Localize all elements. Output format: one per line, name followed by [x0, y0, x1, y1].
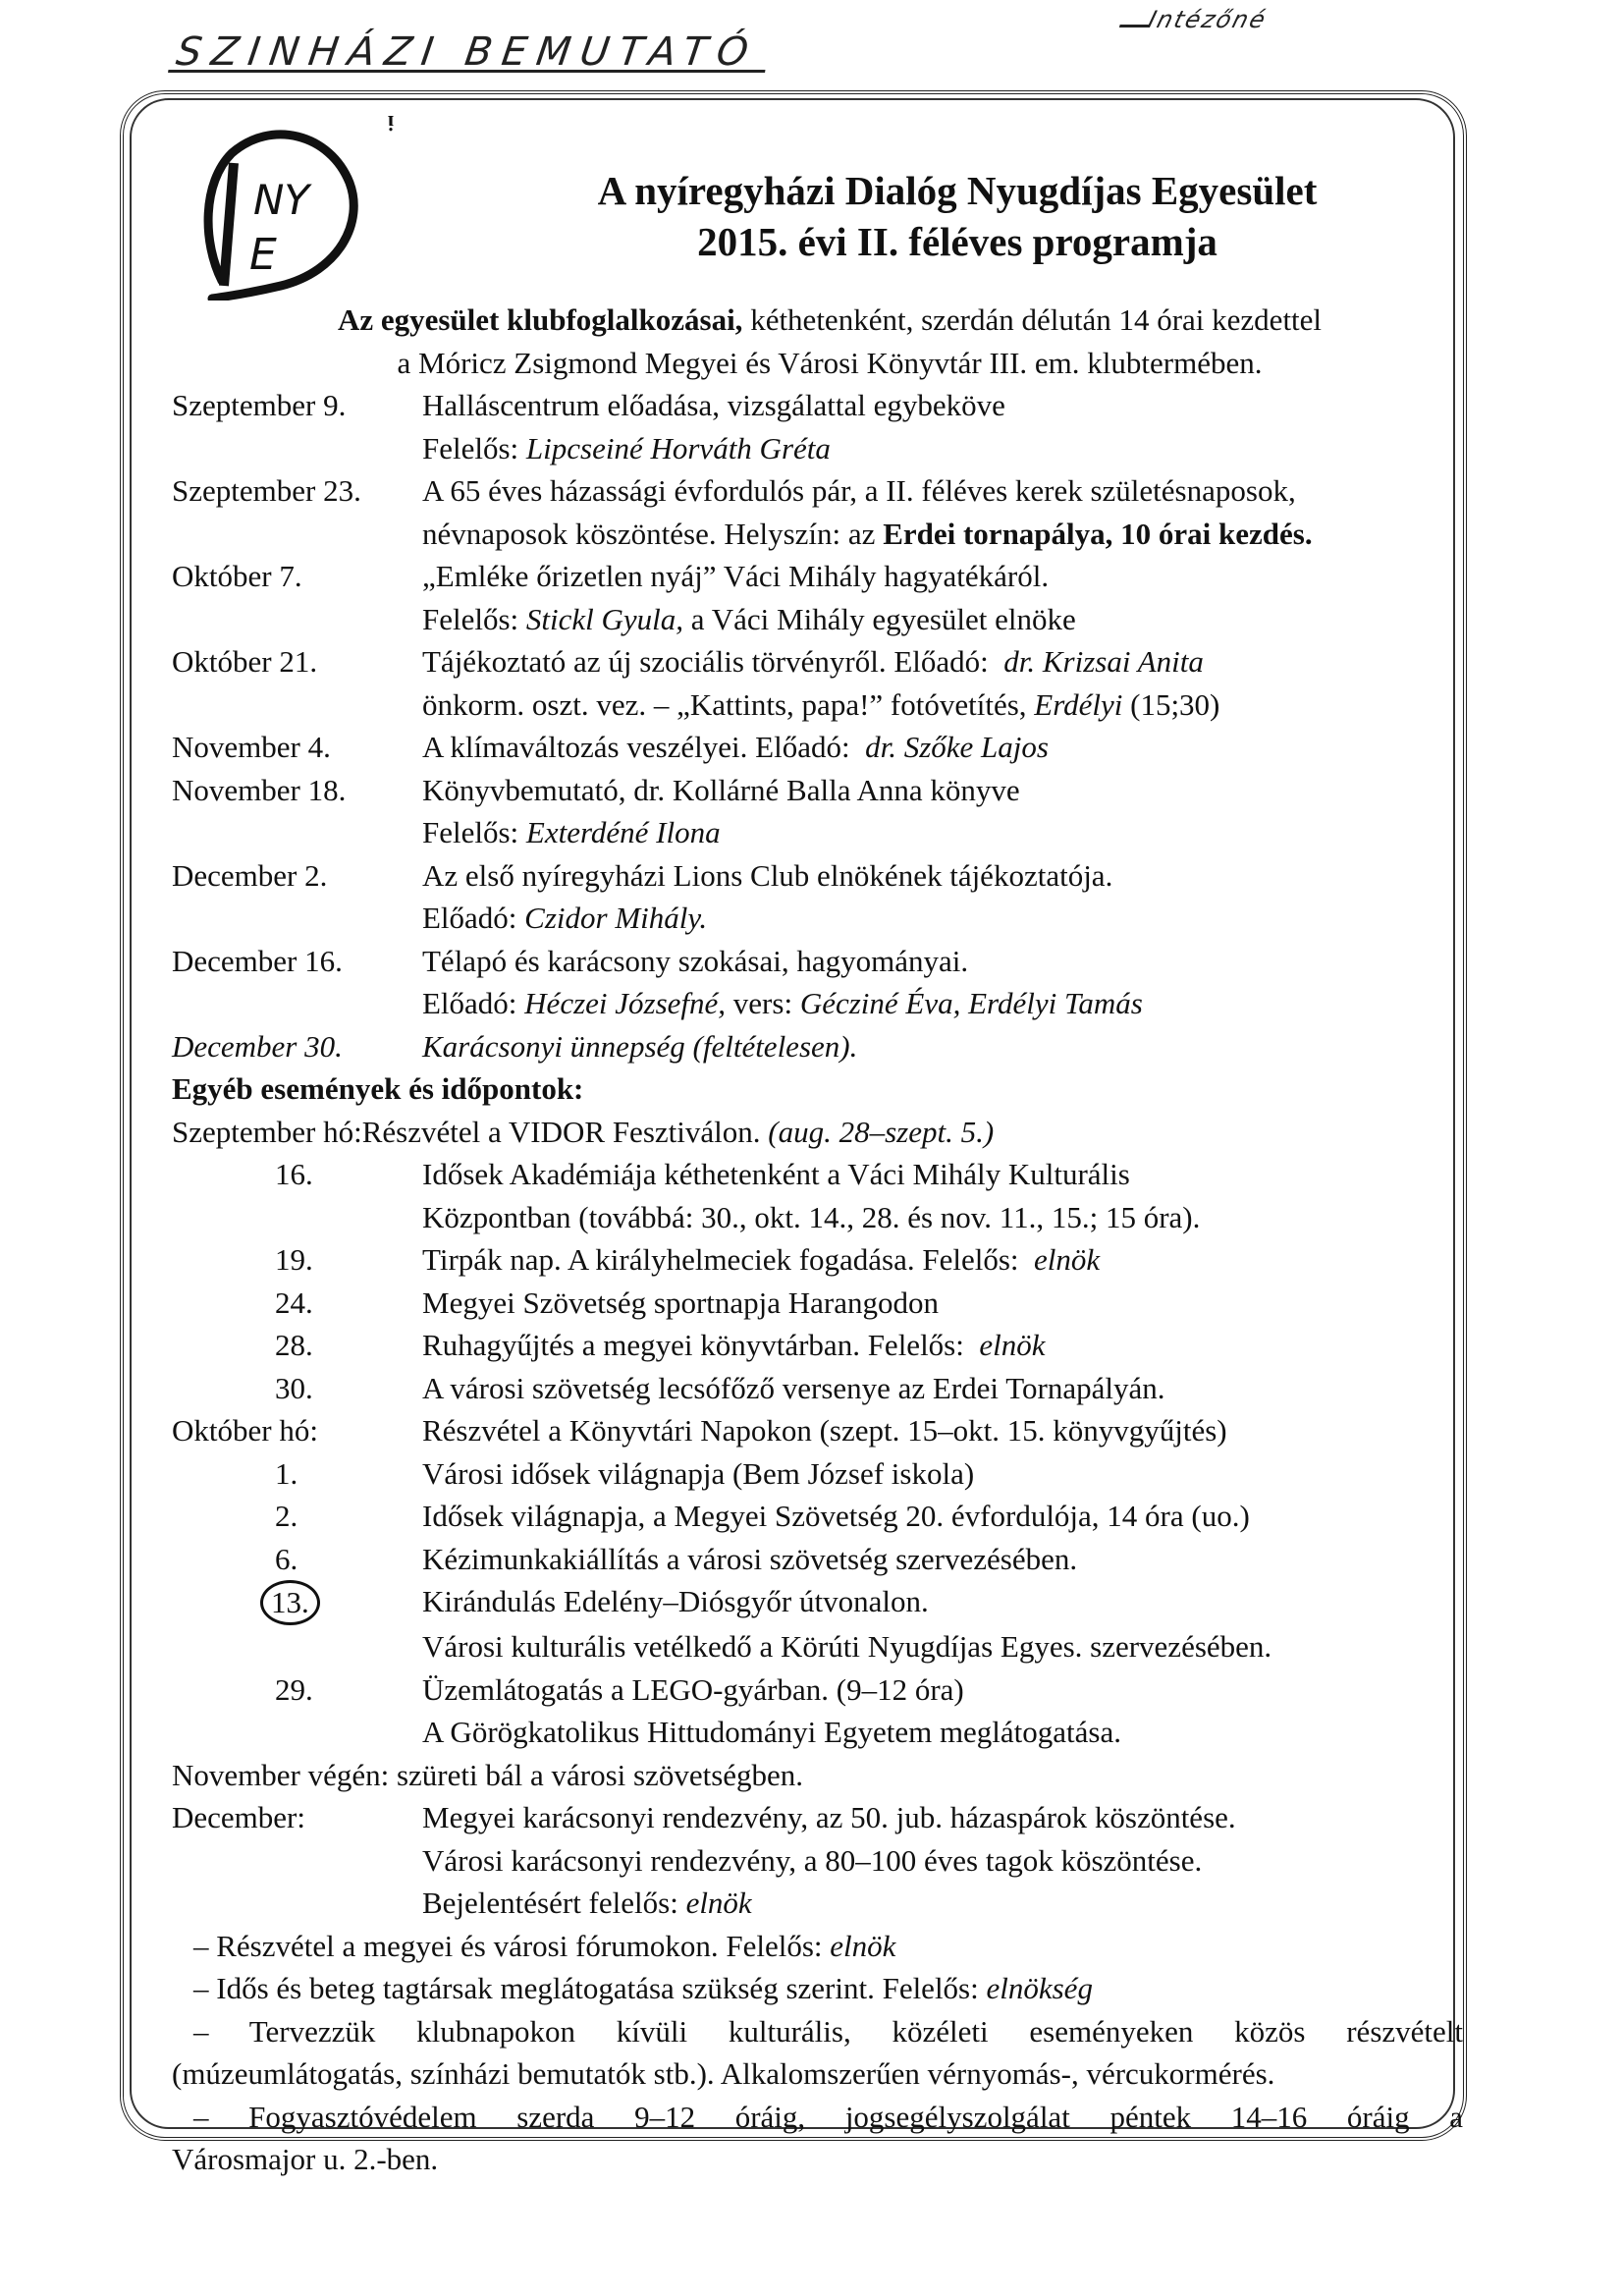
club-event — [172, 640, 1478, 683]
day-text: Kézimunkakiállítás a városi szövetség szervezésében. — [422, 1541, 1078, 1576]
event-responsible-label: Felelős: — [422, 601, 519, 636]
note-text: – Tervezzük klubnapokon kívüli kulturális, közéleti eseményeken közös részvételt — [193, 2013, 1463, 2049]
day-text-cont: A Görögkatolikus Hittudományi Egyetem meglátogatása. — [422, 1715, 1122, 1749]
day-number: 16. — [275, 1157, 313, 1191]
day-number: 30. — [275, 1370, 313, 1405]
day-entry — [172, 1668, 1478, 1712]
event-text-cont: vers: — [732, 986, 793, 1020]
day-text-cont: Központban (továbbá: 30., okt. 14., 28. és nov. 11., 15.; 15 óra). — [422, 1199, 1201, 1234]
day-text: Tirpák nap. A királyhelmeciek fogadása. Felelős: — [422, 1242, 1027, 1277]
event-date: November 18. — [172, 772, 347, 807]
event-text: „Emléke őrizetlen nyáj” Váci Mihály hagyatékáról. — [422, 559, 1050, 593]
day-entry — [172, 1153, 1478, 1196]
event-date: December 30. — [172, 1028, 343, 1064]
responsible: elnök — [685, 1886, 752, 1920]
month-entry-november: November végén: szüreti bál a városi szövetségben. — [172, 1757, 804, 1792]
logo-icon — [192, 124, 359, 301]
day-text: Idősek világnapja, a Megyei Szövetség 20. évfordulója, 14 óra (uo.) — [422, 1499, 1250, 1533]
note-responsible: elnök — [830, 1928, 896, 1963]
day-text: A városi szövetség lecsófőző versenye az Erdei Tornapályán. — [422, 1370, 1165, 1405]
event-date: November 4. — [172, 730, 331, 764]
event-text: Tájékoztató az új szociális törvényről. Előadó: — [422, 644, 997, 679]
intro-bold: Az egyesület klubfoglalkozásai, — [337, 302, 743, 337]
intro-line-2: a Móricz Zsigmond Megyei és Városi Könyvtár III. em. klubtermében. — [397, 345, 1263, 380]
note-item — [172, 2096, 1478, 2181]
day-text: Megyei Szövetség sportnapja Harangodon — [422, 1285, 940, 1320]
note-text: – Fogyasztóvédelem szerda 9–12 óráig, jogsegélyszolgálat péntek 14–16 óráig a — [193, 2099, 1463, 2134]
document-title — [422, 165, 1453, 267]
event-date: December 2. — [172, 857, 328, 893]
month-entry-september — [172, 1111, 1478, 1154]
day-entry — [172, 1538, 1478, 1581]
event-date: Október 7. — [172, 559, 302, 593]
club-event — [172, 769, 1478, 812]
event-responsible-label: Felelős: — [422, 815, 519, 849]
program-content — [172, 299, 1478, 2181]
logo-letters-top: NY — [253, 176, 310, 224]
other-events-heading: Egyéb események és időpontok: — [172, 1071, 584, 1106]
event-text: Karácsonyi ünnepség (feltételesen). — [422, 1028, 858, 1064]
note-responsible: elnökség — [986, 1971, 1093, 2005]
event-text: A 65 éves házassági évfordulós pár, a II. féléves kerek születésnaposok, — [422, 473, 1296, 508]
intro-paragraph — [211, 299, 1448, 384]
club-event — [172, 384, 1478, 427]
day-responsible: elnök — [1034, 1242, 1101, 1277]
event-text: Könyvbemutató, dr. Kollárné Balla Anna könyve — [422, 772, 1020, 807]
circled-day-number: 13. — [260, 1580, 320, 1625]
day-number: 2. — [275, 1499, 298, 1533]
club-event — [172, 469, 1478, 513]
day-text: Kirándulás Edelény–Diósgyőr útvonalon. — [422, 1584, 929, 1618]
month-entry-october — [172, 1409, 1478, 1452]
day-text: Ruhagyűjtés a megyei könyvtárban. Felelős: — [422, 1328, 972, 1362]
note-text-cont: (múzeumlátogatás, színházi bemutatók stb.). Alkalomszerűen vérnyomás-, vércukormérés. — [172, 2056, 1275, 2091]
day-number: 1. — [275, 1455, 298, 1491]
club-event — [172, 854, 1478, 898]
event-speaker: Héczei Józsefné, — [524, 986, 727, 1020]
intro-rest: kéthetenként, szerdán délután 14 órai kezdettel — [742, 302, 1323, 337]
month-text-cont: Városi karácsonyi rendezvény, a 80–100 éves tagok köszöntése. — [422, 1842, 1203, 1878]
month-entry-december — [172, 1796, 1478, 1839]
event-date: Szeptember 23. — [172, 473, 361, 508]
event-responsible-label: Felelős: — [422, 430, 519, 465]
event-time: (15;30) — [1130, 686, 1220, 722]
day-entry — [172, 1324, 1478, 1367]
day-number: 19. — [275, 1242, 313, 1277]
note-item — [172, 1925, 1478, 1968]
event-speaker-label: Előadó: — [422, 901, 517, 935]
month-dates: (aug. 28–szept. 5.) — [768, 1114, 995, 1149]
note-item — [172, 1967, 1478, 2010]
title-line-1: A nyíregyházi Dialóg Nyugdíjas Egyesület — [597, 168, 1318, 213]
day-entry — [172, 1238, 1478, 1282]
month-label: December: — [172, 1800, 305, 1834]
event-speaker: Czidor Mihály. — [524, 901, 708, 935]
day-entry — [172, 1282, 1478, 1325]
event-text-cont: a Váci Mihály egyesület elnöke — [690, 601, 1076, 636]
association-logo — [192, 124, 359, 301]
day-text: Üzemlátogatás a LEGO-gyárban. (9–12 óra) — [422, 1671, 964, 1707]
event-responsible: Exterdéné Ilona — [525, 815, 721, 849]
event-responsible: Lipcseiné Horváth Gréta — [525, 430, 831, 465]
event-text: Télapó és karácsony szokásai, hagyományai. — [422, 943, 969, 978]
month-text: Részvétel a Könyvtári Napokon (szept. 15–okt. 15. könyvgyűjtés) — [422, 1413, 1227, 1448]
note-text: – Részvétel a megyei és városi fórumokon. Felelős: — [193, 1928, 823, 1963]
event-text-cont: névnaposok köszöntése. Helyszín: az — [422, 516, 876, 551]
day-entry — [172, 1495, 1478, 1538]
tick-mark-annotation: ᴉ — [388, 106, 395, 131]
club-event — [172, 726, 1478, 769]
note-text-cont: Városmajor u. 2.-ben. — [172, 2142, 439, 2176]
event-text-cont: önkorm. oszt. vez. – „Kattints, papa!” fotóvetítés, — [422, 686, 1027, 722]
event-text: Az első nyíregyházi Lions Club elnökének tájékoztatója. — [422, 857, 1113, 893]
club-event — [172, 1025, 1478, 1068]
event-speaker-label: Előadó: — [422, 986, 517, 1020]
day-entry — [172, 1452, 1478, 1496]
event-text: Halláscentrum előadása, vizsgálattal egybeköve — [422, 388, 1005, 422]
handwritten-title-annotation: SZINHÁZI BEMUTATÓ — [173, 29, 761, 75]
day-number: 29. — [275, 1671, 313, 1707]
month-label: Október hó: — [172, 1413, 318, 1448]
day-text: Városi idősek világnapja (Bem József iskola) — [422, 1455, 975, 1491]
event-date: Október 21. — [172, 644, 318, 679]
note-text: – Idős és beteg tagtársak meglátogatása szükség szerint. Felelős: — [193, 1971, 979, 2005]
club-event — [172, 940, 1478, 983]
title-line-2: 2015. évi II. féléves programja — [697, 219, 1217, 264]
day-number: 6. — [275, 1541, 298, 1576]
logo-letters-bottom: E — [249, 230, 277, 280]
day-text-cont: Városi kulturális vetélkedő a Körúti Nyugdíjas Egyes. szervezésében. — [422, 1629, 1272, 1664]
event-presenter: Erdélyi — [1034, 686, 1123, 722]
day-entry — [172, 1580, 1478, 1625]
day-text: Idősek Akadémiája kéthetenként a Váci Mihály Kulturális — [422, 1157, 1130, 1191]
event-speaker: dr. Szőke Lajos — [865, 730, 1049, 764]
event-speaker: dr. Krizsai Anita — [1003, 644, 1204, 679]
month-text: Részvétel a VIDOR Fesztiválon. — [361, 1114, 761, 1149]
month-label: Szeptember hó: — [172, 1114, 362, 1149]
responsible-label: Bejelentésért felelős: — [422, 1886, 678, 1920]
event-text: A klímaváltozás veszélyei. Előadó: — [422, 730, 858, 764]
event-location: Erdei tornapálya, 10 órai kezdés. — [883, 516, 1313, 551]
note-item — [172, 2010, 1478, 2096]
event-performers: Gécziné Éva, Erdélyi Tamás — [799, 986, 1143, 1020]
event-date: December 16. — [172, 943, 343, 978]
day-number: 24. — [275, 1285, 313, 1320]
handwritten-signature: Intézőné — [1145, 6, 1271, 33]
event-responsible: Stickl Gyula, — [525, 601, 684, 636]
event-date: Szeptember 9. — [172, 388, 347, 422]
day-responsible: elnök — [979, 1328, 1046, 1362]
club-event — [172, 555, 1478, 598]
day-entry — [172, 1367, 1478, 1410]
month-text: Megyei karácsonyi rendezvény, az 50. jub. házaspárok köszöntése. — [422, 1800, 1236, 1834]
day-number: 28. — [275, 1328, 313, 1362]
